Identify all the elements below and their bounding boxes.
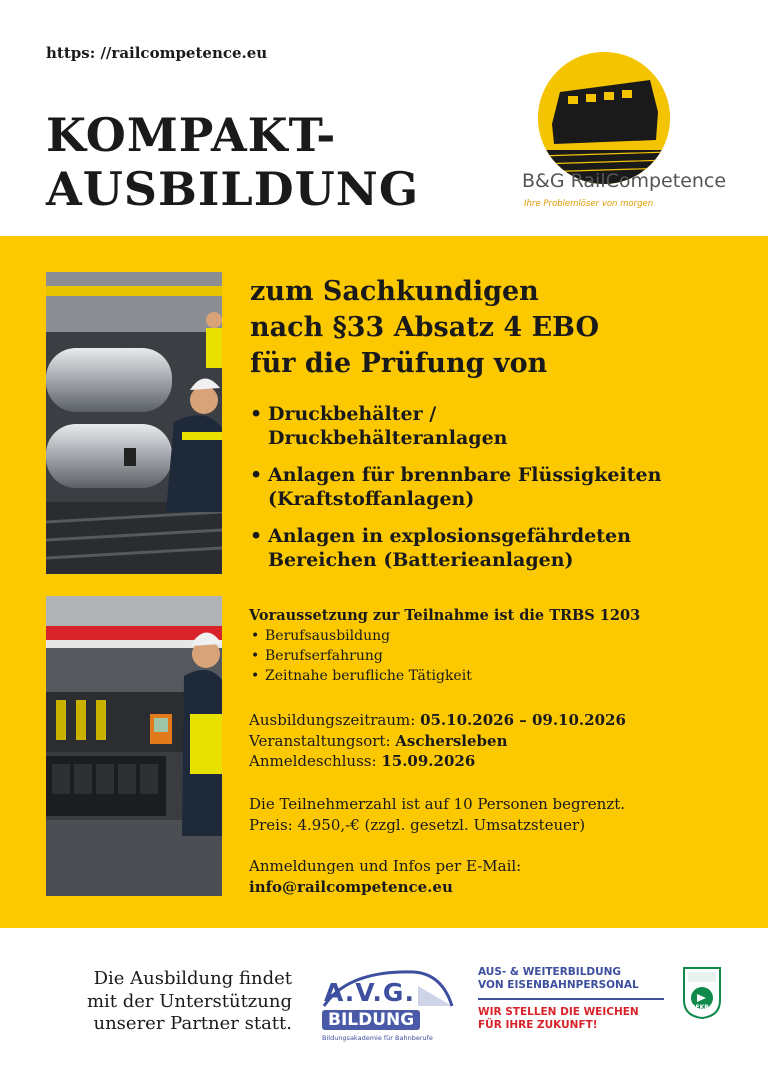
logo-company-name: B&G RailCompetence: [522, 170, 727, 192]
contact-section: [249, 856, 749, 897]
deadline-row: [249, 751, 749, 772]
contact-email-link[interactable]: info@railcompetence.eu: [249, 877, 453, 896]
support-line-3: unserer Partner statt.: [93, 1013, 292, 1034]
requirement-item: • Berufserfahrung: [249, 646, 749, 666]
location-row: [249, 731, 749, 752]
topic-item-line-2: Druckbehälteranlagen: [268, 427, 508, 449]
partner-line-3: WIR STELLEN DIE WEICHEN: [478, 1006, 639, 1018]
logo-slogan: Ihre Problemlöser von morgen: [524, 199, 654, 209]
topic-item-line-2: (Kraftstoffanlagen): [268, 488, 475, 510]
price-section: [249, 794, 749, 835]
deadline-label: Anmeldeschluss:: [249, 752, 377, 770]
train-logo-icon: [538, 52, 670, 184]
partner-support-text: [44, 968, 292, 1036]
dekra-certification-badge: [682, 966, 722, 1020]
title-line-1: KOMPAKT-: [46, 108, 337, 162]
location-label: Veranstaltungsort:: [249, 731, 391, 750]
partner-divider: [478, 998, 664, 1000]
dekra-label: DEKRA: [690, 1004, 714, 1011]
avg-bildung-logo: [318, 966, 458, 1046]
requirements-list: [249, 626, 749, 686]
period-row: [249, 710, 749, 731]
photo-technician-battery-system: [46, 596, 222, 896]
topic-item: [250, 463, 750, 511]
requirements-section: [249, 606, 749, 686]
price-note: Preis: 4.950,-€ (zzgl. gesetzl. Umsatzsteuer): [249, 815, 586, 834]
website-url[interactable]: https: //railcompetence.eu: [46, 44, 268, 62]
partner-line-4: FÜR IHRE ZUKUNFT!: [478, 1019, 598, 1031]
support-line-1: Die Ausbildung findet: [93, 968, 292, 989]
period-value: 05.10.2026 – 09.10.2026: [420, 711, 626, 729]
photo-technician-pressure-tanks: [46, 272, 222, 574]
requirement-item: • Berufsausbildung: [249, 626, 749, 646]
participants-note: Die Teilnehmerzahl ist auf 10 Personen begrenzt.: [249, 795, 626, 813]
avg-tagline: Bildungsakademie für Bahnberufe: [322, 1034, 433, 1042]
title-line-2: AUSBILDUNG: [46, 162, 420, 216]
topic-item-line-1: Druckbehälter /: [268, 403, 437, 425]
avg-sub: BILDUNG: [322, 1010, 420, 1030]
contact-label: Anmeldungen und Infos per E-Mail:: [249, 857, 522, 875]
requirement-item: • Zeitnahe berufliche Tätigkeit: [249, 666, 749, 686]
page-title: [46, 108, 419, 216]
course-headline: [250, 274, 599, 382]
inspection-topics-list: [250, 402, 750, 585]
deadline-value: 15.09.2026: [381, 752, 476, 770]
avg-name: A.V.G.: [324, 978, 415, 1007]
partner-claim: [478, 966, 670, 1032]
requirements-title: Voraussetzung zur Teilnahme ist die TRBS 1203: [249, 607, 641, 624]
partner-line-2: VON EISENBAHNPERSONAL: [478, 979, 639, 991]
bg-railcompetence-logo: [518, 52, 728, 212]
topic-item: [250, 524, 750, 572]
topic-item-line-1: Anlagen in explosionsgefährdeten: [268, 525, 631, 547]
headline-line-1: zum Sachkundigen: [250, 276, 539, 307]
topic-item: [250, 402, 750, 450]
support-line-2: mit der Unterstützung: [86, 990, 292, 1012]
headline-line-3: für die Prüfung von: [250, 348, 548, 379]
partner-line-1: AUS- & WEITERBILDUNG: [478, 966, 622, 978]
location-value: Aschersleben: [395, 731, 508, 750]
course-dates-section: [249, 710, 749, 772]
topic-item-line-2: Bereichen (Batterieanlagen): [268, 549, 574, 571]
headline-line-2: nach §33 Absatz 4 EBO: [250, 312, 600, 343]
period-label: Ausbildungszeitraum:: [249, 711, 416, 729]
topic-item-line-1: Anlagen für brennbare Flüssigkeiten: [268, 464, 662, 486]
